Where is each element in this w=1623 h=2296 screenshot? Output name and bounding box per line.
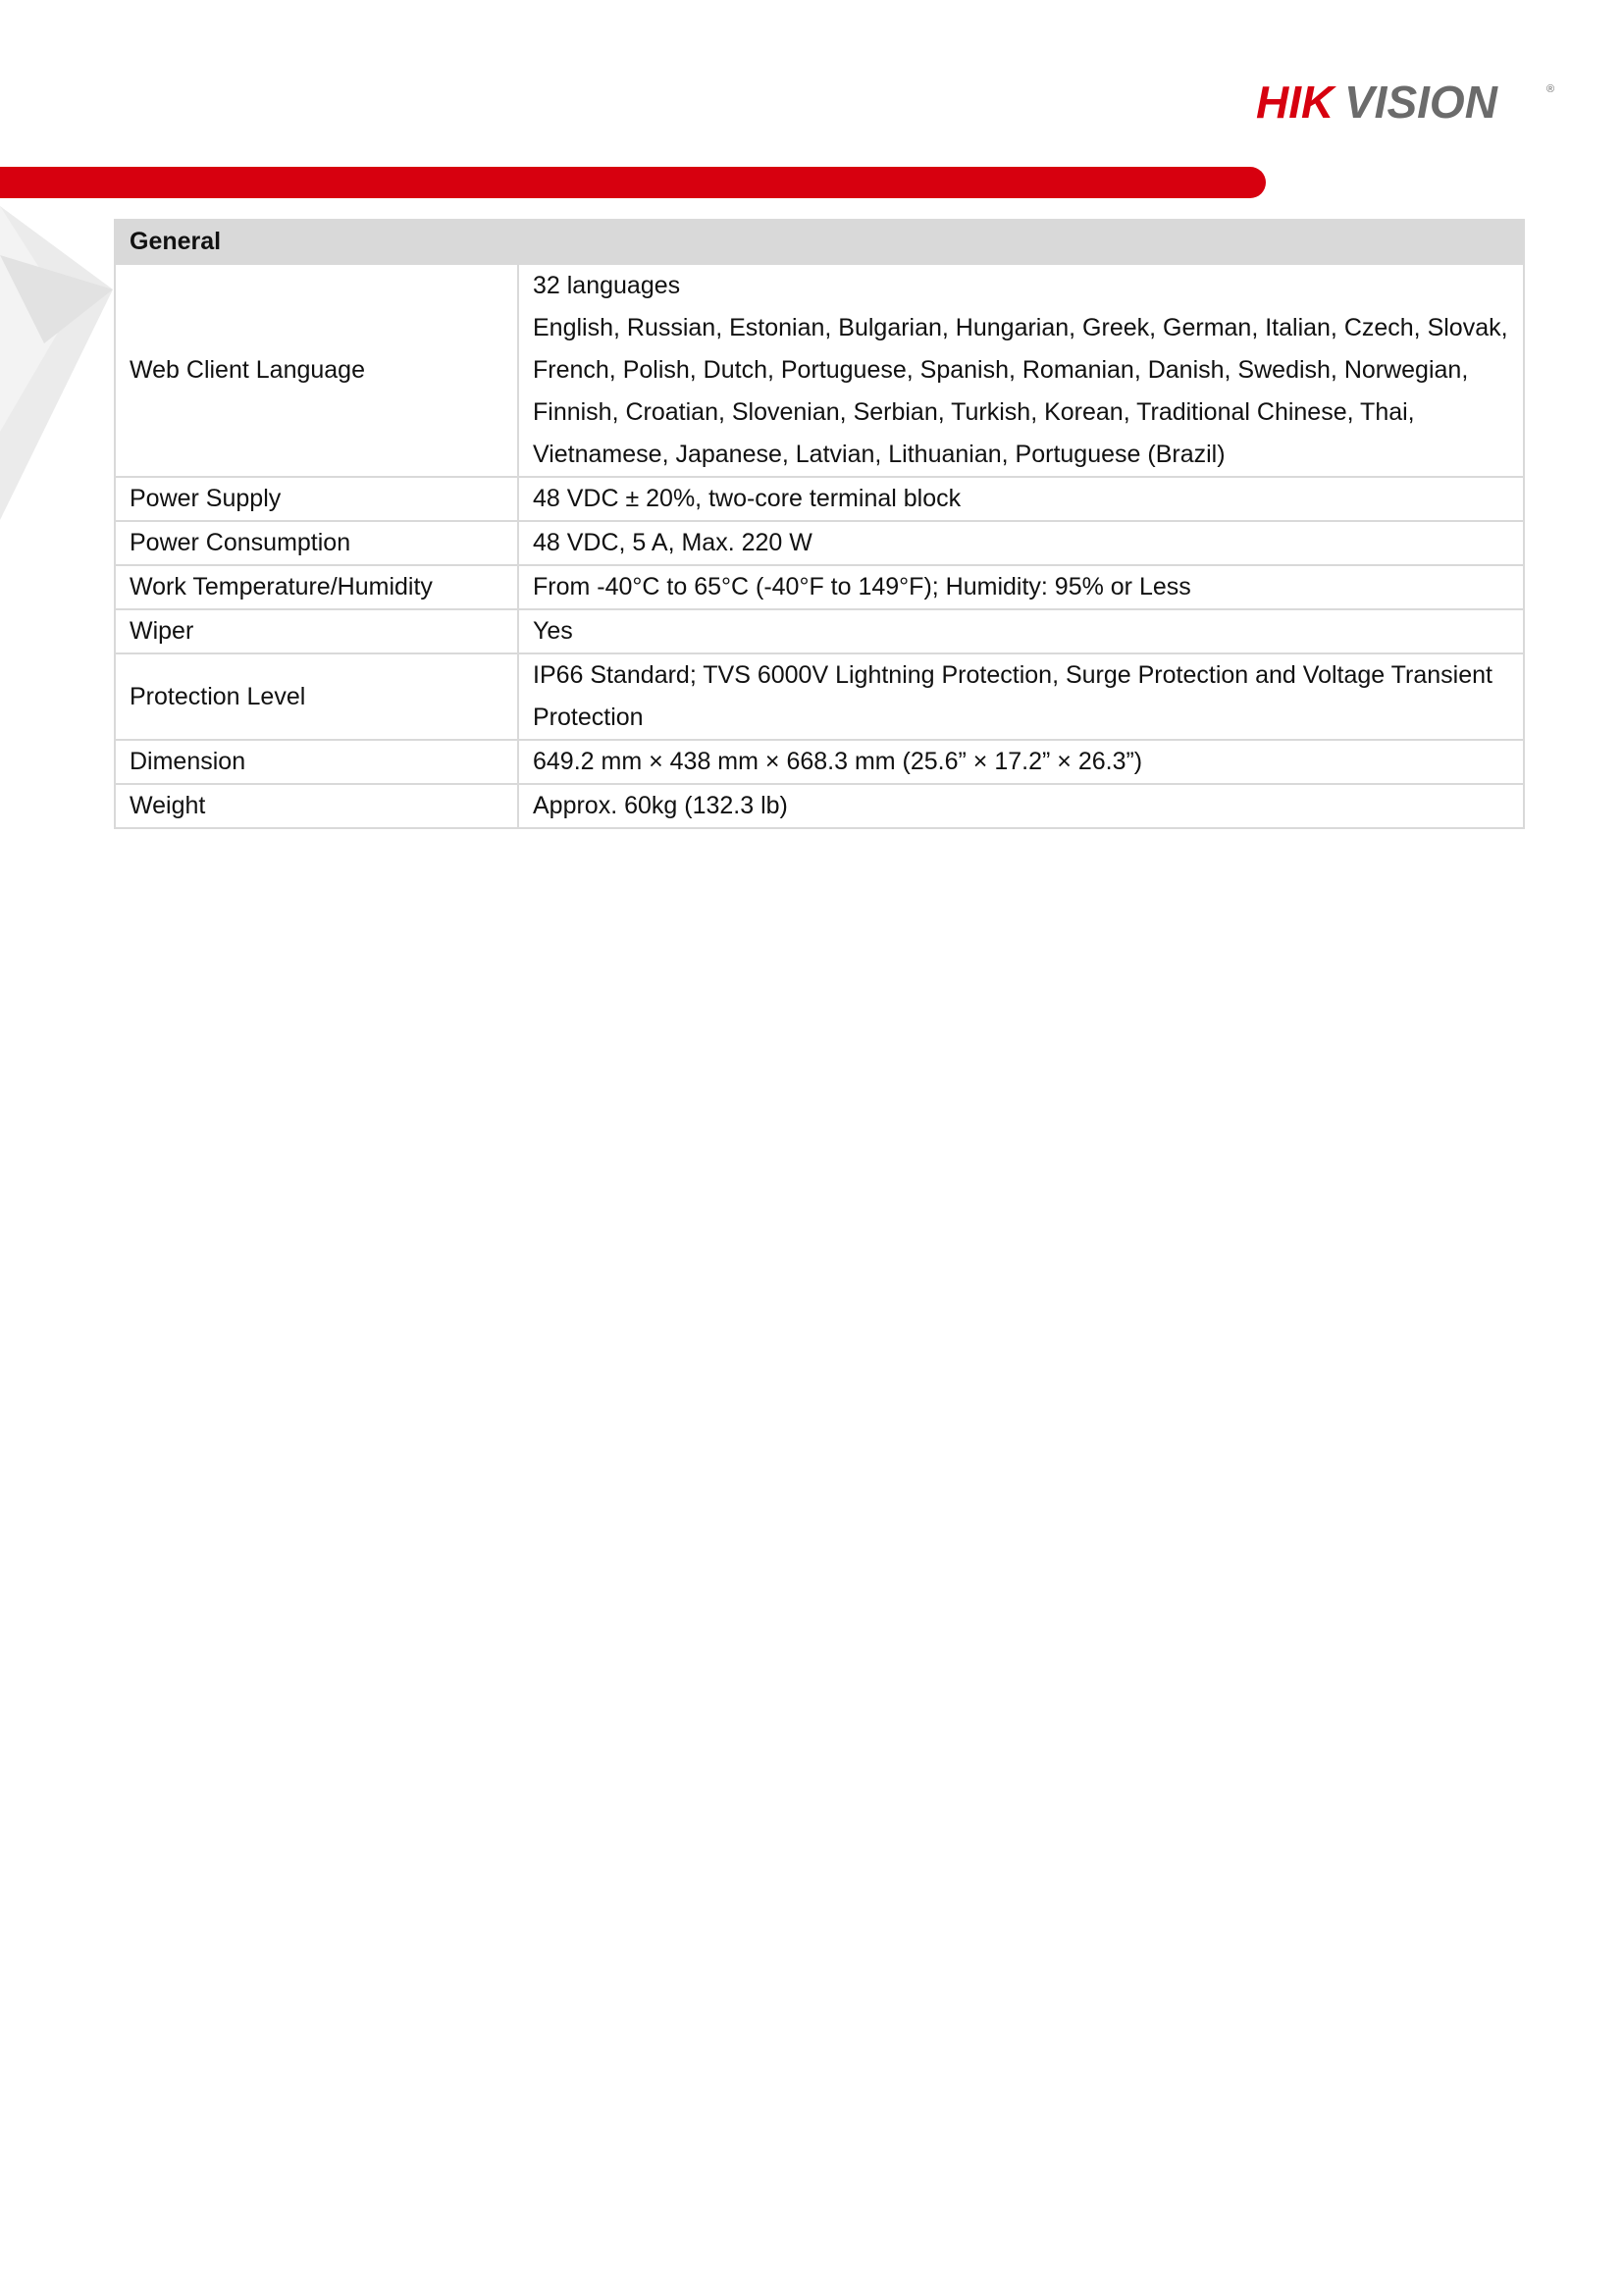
spec-label: Power Supply — [115, 477, 518, 521]
spec-label: Wiper — [115, 609, 518, 653]
spec-value-line: Vietnamese, Japanese, Latvian, Lithuanian, Portuguese (Brazil) — [533, 441, 1226, 468]
logo-text-red: HIK — [1256, 77, 1335, 126]
spec-value — [518, 653, 1524, 740]
spec-value-line: English, Russian, Estonian, Bulgarian, Hungarian, Greek, German, Italian, Czech, Slovak, — [533, 314, 1508, 341]
spec-value-line: 649.2 mm × 438 mm × 668.3 mm (25.6” × 17.2” × 26.3”) — [533, 748, 1143, 775]
header-red-bar — [0, 167, 1266, 198]
spec-value-line: IP66 Standard; TVS 6000V Lightning Protection, Surge Protection and Voltage Transient — [533, 661, 1492, 689]
spec-table — [114, 219, 1525, 829]
spec-label: Weight — [115, 784, 518, 828]
spec-value-line: 48 VDC ± 20%, two-core terminal block — [533, 485, 962, 512]
spec-label: Dimension — [115, 740, 518, 784]
section-header-row — [115, 220, 1524, 264]
spec-value — [518, 784, 1524, 828]
spec-row — [115, 565, 1524, 609]
spec-value-line: Protection — [533, 704, 644, 731]
spec-label: Work Temperature/Humidity — [115, 565, 518, 609]
spec-row — [115, 609, 1524, 653]
spec-row — [115, 740, 1524, 784]
logo-text-gray: VISION — [1344, 77, 1497, 126]
spec-value — [518, 264, 1524, 477]
hikvision-logo — [1256, 77, 1560, 126]
spec-value — [518, 565, 1524, 609]
section-title: General — [115, 220, 1524, 264]
spec-label: Web Client Language — [115, 264, 518, 477]
spec-value-line: Approx. 60kg (132.3 lb) — [533, 792, 788, 819]
spec-label: Power Consumption — [115, 521, 518, 565]
spec-value-line: 48 VDC, 5 A, Max. 220 W — [533, 529, 812, 556]
spec-row — [115, 784, 1524, 828]
spec-label: Protection Level — [115, 653, 518, 740]
spec-row — [115, 264, 1524, 477]
registered-mark: ® — [1546, 83, 1555, 95]
spec-value-line: Finnish, Croatian, Slovenian, Serbian, Turkish, Korean, Traditional Chinese, Thai, — [533, 398, 1415, 426]
spec-value — [518, 521, 1524, 565]
decorative-watermark — [0, 196, 128, 520]
spec-value-line: French, Polish, Dutch, Portuguese, Spanish, Romanian, Danish, Swedish, Norwegian, — [533, 356, 1469, 384]
spec-row — [115, 521, 1524, 565]
spec-value-line: Yes — [533, 617, 573, 645]
spec-value — [518, 740, 1524, 784]
spec-value — [518, 609, 1524, 653]
spec-value-line: 32 languages — [533, 272, 681, 299]
spec-value — [518, 477, 1524, 521]
spec-row — [115, 653, 1524, 740]
spec-row — [115, 477, 1524, 521]
spec-value-line: From -40°C to 65°C (-40°F to 149°F); Humidity: 95% or Less — [533, 573, 1191, 600]
